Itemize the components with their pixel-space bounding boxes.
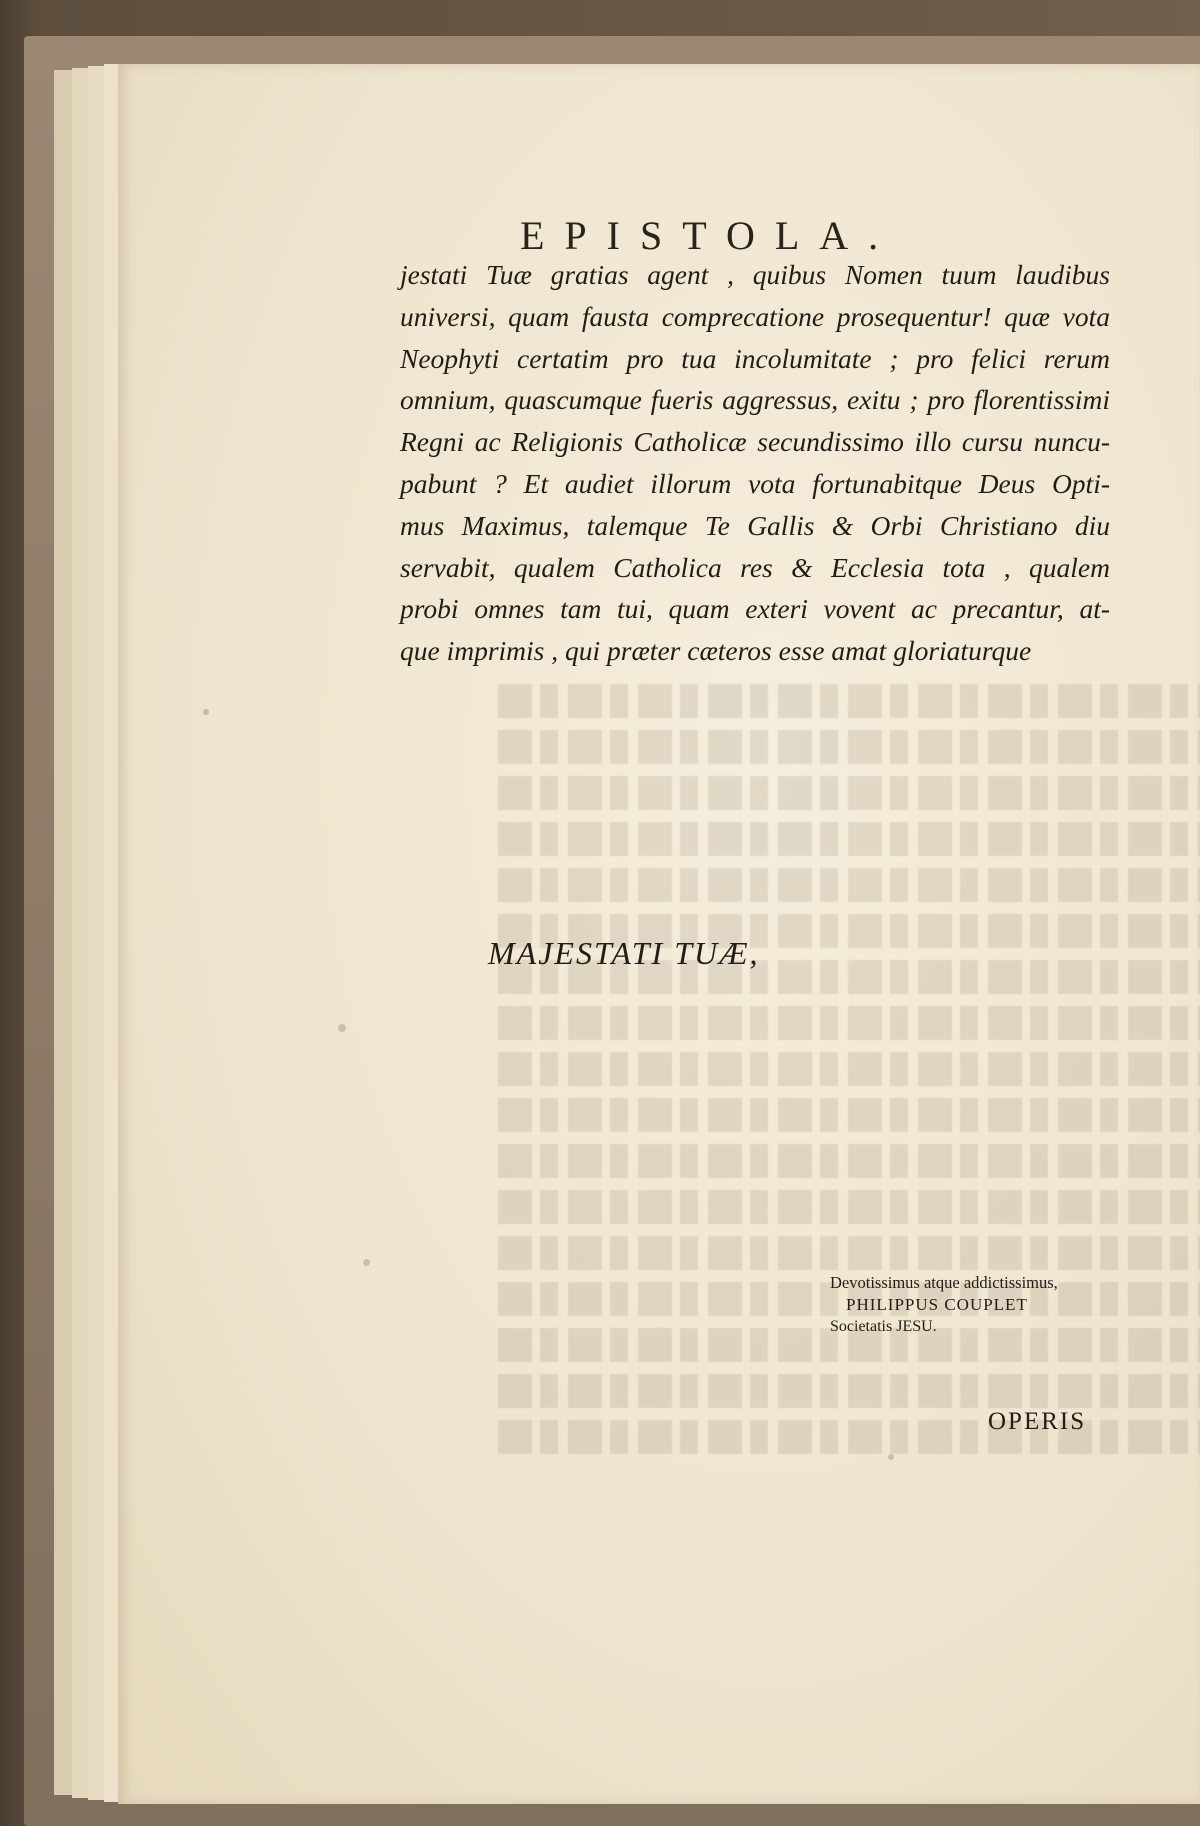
foxing-spot <box>888 1454 894 1460</box>
show-through-texture <box>498 684 1200 1504</box>
foxing-spot <box>338 1024 346 1032</box>
body-text <box>400 254 1110 672</box>
text-line: universi, quam fausta comprecatione prosequentur! quæ vota <box>400 300 1110 332</box>
text-line: Regni ac Religionis Catholicæ secundissimo illo cursu nuncu- <box>400 426 1110 458</box>
text-line: probi omnes tam tui, quam exteri vovent ac precantur, at- <box>400 593 1110 625</box>
signature-line: Societatis JESU. <box>830 1318 937 1335</box>
signature-name: PHILIPPUS COUPLET <box>846 1295 1028 1314</box>
foxing-spot <box>203 709 209 715</box>
text-line: omnium, quascumque fueris aggressus, exitu ; pro florentissimi <box>400 384 1110 416</box>
text-line: Neophyti certatim pro tua incolumitate ; pro felici rerum <box>400 342 1110 374</box>
text-line: que imprimis , qui præter cæteros esse amat gloriaturque <box>400 635 1032 667</box>
signature-block <box>830 1272 1110 1338</box>
dedication-address: MAJESTATI TUÆ, <box>488 935 760 971</box>
catchword: OPERIS <box>988 1408 1087 1435</box>
text-line: jestati Tuæ gratias agent , quibus Nomen tuum laudibus <box>400 259 1110 290</box>
text-line: servabit, qualem Catholica res & Ecclesia tota , qualem <box>400 551 1110 583</box>
text-line: mus Maximus, talemque Te Gallis & Orbi Christiano diu <box>400 509 1110 541</box>
signature-line: Devotissimus atque addictissimus, <box>830 1273 1058 1292</box>
foxing-spot <box>363 1259 370 1266</box>
running-header: EPISTOLA. <box>520 213 899 258</box>
text-line: pabunt ? Et audiet illorum vota fortunabitque Deus Opti- <box>400 467 1110 499</box>
